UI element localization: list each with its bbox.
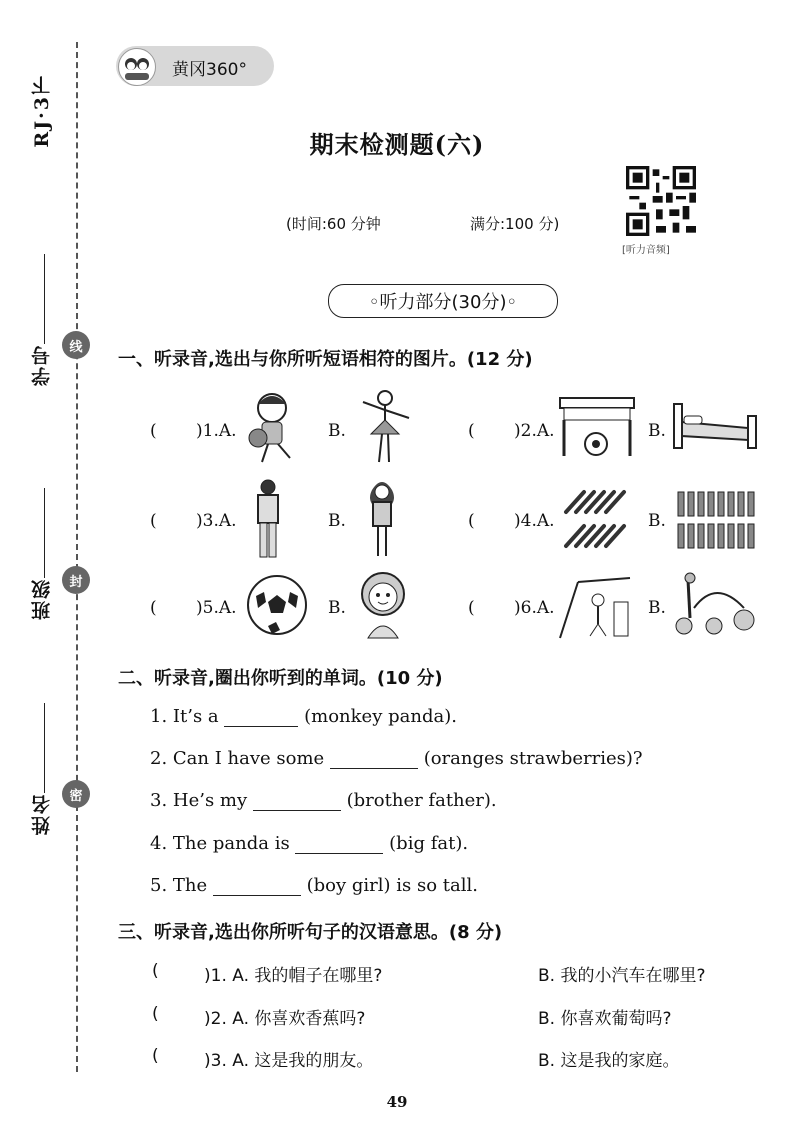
q2-number: )2.A. [514,421,555,441]
man-icon[interactable] [250,478,286,560]
q3-number: )3.A. [196,511,237,531]
section1-heading: 一、听录音,选出与你所听短语相符的图片。(12 分) [118,349,533,370]
girl-with-ball-icon[interactable] [240,390,310,465]
q1-option-b: B. [328,421,346,441]
s3-item-1-a: )1. A. 我的帽子在哪里? [204,966,383,986]
seal-line-badge: 线 [62,331,90,359]
q3-option-b: B. [328,511,346,531]
woman-icon[interactable] [362,478,402,560]
s2-line-5: 5. The (boy girl) is so tall. [150,875,478,896]
s3-item-3-a: )3. A. 这是我的朋友。 [204,1051,374,1071]
bed-icon[interactable] [672,398,758,454]
score-label: 满分:100 分) [470,215,560,233]
section2-heading: 二、听录音,圈出你听到的单词。(10 分) [118,668,443,689]
park-icon[interactable] [558,574,632,640]
brand-badge [116,46,274,86]
s3-item-2-a: )2. A. 你喜欢香蕉吗? [204,1009,366,1029]
kids-logo-icon [118,48,156,86]
s2-line-3: 3. He’s my (brother father). [150,790,497,811]
q4-option-b: B. [648,511,666,531]
many-crayons-icon[interactable] [676,488,756,552]
q2-paren[interactable]: ( [468,421,475,441]
s3-paren-3[interactable]: ( [152,1046,159,1066]
s3-item-1-b: B. 我的小汽车在哪里? [538,966,706,986]
s2-blank-1[interactable] [224,708,298,727]
q2-option-b: B. [648,421,666,441]
q3-paren[interactable]: ( [150,511,157,531]
q5-number: )5.A. [196,598,237,618]
s2-line-4: 4. The panda is (big fat). [150,833,469,854]
ten-pencils-icon[interactable] [562,488,638,552]
qr-code-icon[interactable] [626,166,696,236]
q5-option-b: B. [328,598,346,618]
q6-number: )6.A. [514,598,555,618]
class-label: 班级 [28,470,55,620]
student-id-label: 学号 [28,236,55,386]
page-number: 49 [386,1093,408,1111]
s2-blank-4[interactable] [295,835,383,854]
brand-label: 黄冈360° [172,60,247,80]
q6-paren[interactable]: ( [468,598,475,618]
desk-with-ball-icon[interactable] [558,390,636,460]
s2-line-2: 2. Can I have some (oranges strawberries)? [150,748,643,769]
s3-item-3-b: B. 这是我的家庭。 [538,1051,680,1071]
q5-paren[interactable]: ( [150,598,157,618]
page-title: 期末检测题(六) [309,130,485,159]
soccer-ball-icon[interactable] [246,574,308,636]
name-label: 姓名 [28,685,55,835]
time-label: (时间:60 分钟 [286,215,381,233]
seal-dense-badge: 密 [62,780,90,808]
zoo-icon[interactable] [674,568,758,640]
s3-paren-1[interactable]: ( [152,961,159,981]
edition-label: RJ·3下 [31,74,53,148]
dancer-icon[interactable] [355,388,415,466]
girl-face-icon[interactable] [358,570,408,640]
s3-paren-2[interactable]: ( [152,1004,159,1024]
s2-line-1: 1. It’s a (monkey panda). [150,706,457,727]
q4-paren[interactable]: ( [468,511,475,531]
q1-paren[interactable]: ( [150,421,157,441]
s2-blank-2[interactable] [330,750,418,769]
s2-blank-5[interactable] [213,877,301,896]
q1-number: )1.A. [196,421,237,441]
seal-seal-badge: 封 [62,566,90,594]
listening-part-banner: ◦听力部分(30分)◦ [328,284,558,318]
q4-number: )4.A. [514,511,555,531]
q6-option-b: B. [648,598,666,618]
binding-dashed-line [76,42,78,1072]
qr-caption: [听力音频] [622,245,670,256]
s3-item-2-b: B. 你喜欢葡萄吗? [538,1009,672,1029]
s2-blank-3[interactable] [253,792,341,811]
section3-heading: 三、听录音,选出你所听句子的汉语意思。(8 分) [118,922,503,943]
